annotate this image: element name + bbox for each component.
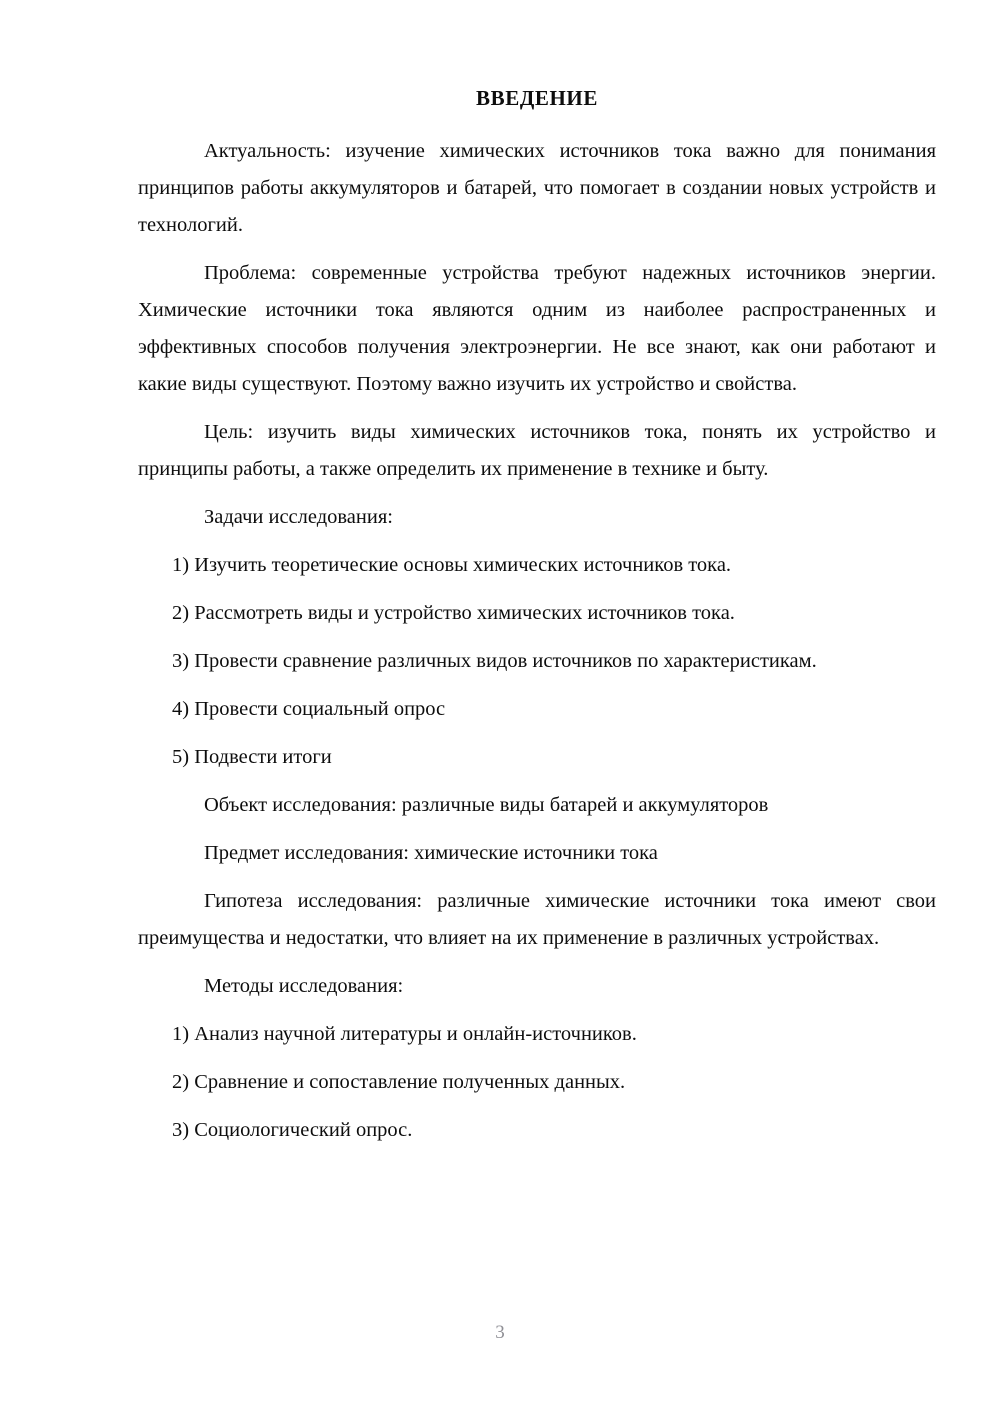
- paragraph-hypothesis: Гипотеза исследования: различные химические источники тока имеют свои преимущества и недостатки, что влияет на их применение в различных устройствах.: [138, 890, 936, 950]
- tasks-heading: Задачи исследования:: [204, 506, 393, 529]
- statement-subject: Предмет исследования: химические источники тока: [204, 842, 658, 865]
- paragraph-problem: Проблема: современные устройства требуют надежных источников энергии. Химические источники тока являются одним из наиболее распространенных и эффективных способов получения электроэнергии. Не все знают, как они работают и какие виды существуют. Поэтому важно изучить их устройство и свойства.: [138, 262, 936, 396]
- method-item-1: 1) Анализ научной литературы и онлайн-источников.: [172, 1023, 637, 1046]
- task-item-5: 5) Подвести итоги: [172, 746, 332, 769]
- method-item-3: 3) Социологический опрос.: [172, 1119, 413, 1142]
- methods-heading: Методы исследования:: [204, 975, 404, 998]
- paragraph-goal: Цель: изучить виды химических источников тока, понять их устройство и принципы работы, а также определить их применение в технике и быту.: [138, 421, 936, 481]
- paragraph-relevance: Актуальность: изучение химических источников тока важно для понимания принципов работы аккумуляторов и батарей, что помогает в создании новых устройств и технологий.: [138, 140, 936, 237]
- task-item-1: 1) Изучить теоретические основы химических источников тока.: [172, 554, 732, 577]
- task-item-4: 4) Провести социальный опрос: [172, 698, 446, 721]
- task-item-3: 3) Провести сравнение различных видов источников по характеристикам.: [172, 650, 817, 673]
- page-number: 3: [495, 1322, 505, 1343]
- statement-object: Объект исследования: различные виды батарей и аккумуляторов: [204, 794, 769, 817]
- task-item-2: 2) Рассмотреть виды и устройство химических источников тока.: [172, 602, 735, 625]
- page-title: ВВЕДЕНИЕ: [476, 86, 598, 110]
- method-item-2: 2) Сравнение и сопоставление полученных данных.: [172, 1071, 626, 1094]
- document-body: [138, 86, 936, 1160]
